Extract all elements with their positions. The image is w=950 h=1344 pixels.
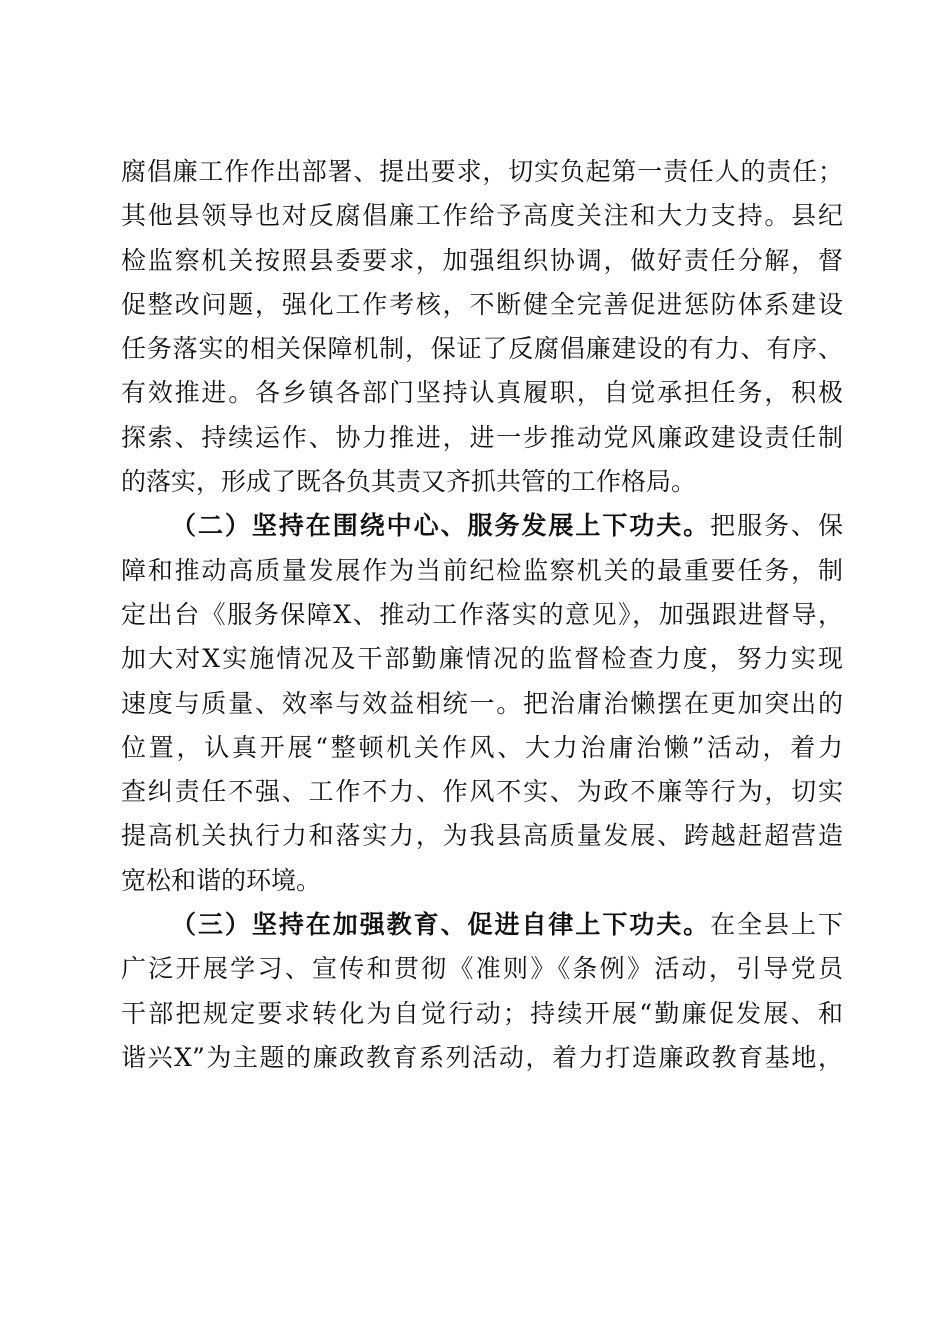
text-line: 查纠责任不强、工作不力、作风不实、为政不廉等行为，切实 bbox=[121, 777, 843, 807]
text-line: 宽松和谐的环境。 bbox=[121, 865, 322, 895]
paragraph-first-line bbox=[121, 504, 843, 548]
text-line: 提高机关执行力和落实力，为我县高质量发展、跨越赶超营造 bbox=[121, 821, 843, 851]
paragraph-first-line bbox=[121, 903, 843, 947]
paragraph-responsibility bbox=[121, 150, 843, 504]
text-line: 有效推进。各乡镇各部门坚持认真履职，自觉承担任务，积极 bbox=[121, 378, 843, 408]
text-line: 谐兴X”为主题的廉政教育系列活动，着力打造廉政教育基地， bbox=[121, 1042, 843, 1072]
section-heading: （三）坚持在加强教育、促进自律上下功夫。 bbox=[171, 910, 711, 940]
text-line: 腐倡廉工作作出部署、提出要求，切实负起第一责任人的责任； bbox=[121, 157, 843, 186]
document-body bbox=[121, 150, 843, 1080]
text-line: 促整改问题，强化工作考核，不断健全完善促进惩防体系建设 bbox=[121, 289, 843, 319]
section-heading: （二）坚持在围绕中心、服务发展上下功夫。 bbox=[171, 511, 711, 541]
text-line: 定出台《服务保障X、推动工作落实的意见》，加强跟进督导， bbox=[121, 599, 843, 629]
text-fragment: 在全县上下 bbox=[710, 910, 843, 940]
paragraph-education-discipline bbox=[121, 903, 843, 1080]
text-line: 干部把规定要求转化为自觉行动；持续开展“勤廉促发展、和 bbox=[121, 998, 843, 1028]
text-line: 检监察机关按照县委要求，加强组织协调，做好责任分解，督 bbox=[121, 245, 843, 275]
text-line: 障和推动高质量发展作为当前纪检监察机关的最重要任务，制 bbox=[121, 555, 843, 585]
text-line: 任务落实的相关保障机制，保证了反腐倡廉建设的有力、有序、 bbox=[121, 334, 843, 364]
text-line: 的落实，形成了既各负其责又齐抓共管的工作格局。 bbox=[121, 467, 697, 497]
text-line: 广泛开展学习、宣传和贯彻《准则》《条例》活动，引导党员 bbox=[121, 954, 843, 984]
paragraph-service-development bbox=[121, 504, 843, 903]
text-line: 加大对X实施情况及干部勤廉情况的监督检查力度，努力实现 bbox=[121, 644, 843, 674]
text-line: 探索、持续运作、协力推进，进一步推动党风廉政建设责任制 bbox=[121, 422, 843, 452]
text-line: 速度与质量、效率与效益相统一。把治庸治懒摆在更加突出的 bbox=[121, 688, 843, 718]
text-fragment: 把服务、保 bbox=[710, 511, 843, 541]
text-line: 位置，认真开展“整顿机关作风、大力治庸治懒”活动，着力 bbox=[121, 732, 843, 762]
text-line: 其他县领导也对反腐倡廉工作给予高度关注和大力支持。县纪 bbox=[121, 201, 843, 231]
